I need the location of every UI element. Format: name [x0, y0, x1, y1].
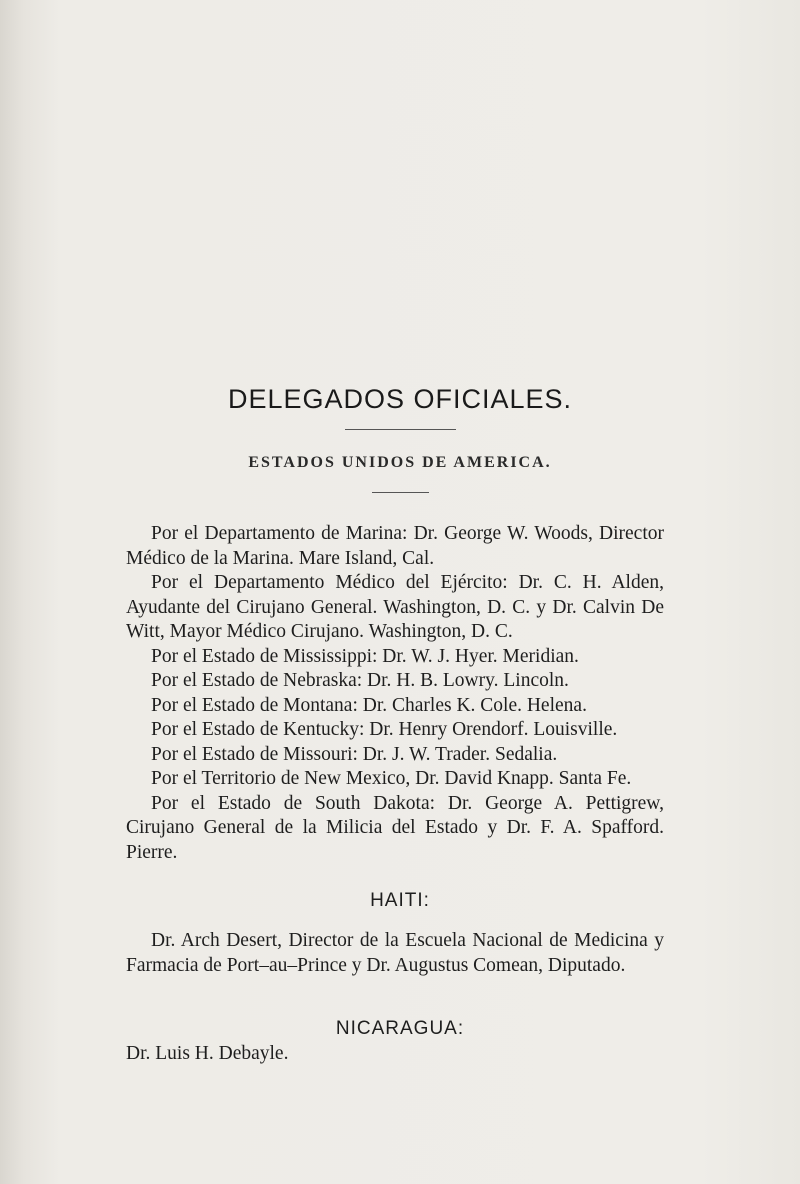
nicaragua-heading: NICARAGUA: — [335, 1018, 465, 1039]
delegate-paragraph: Por el Departamento Médico del Ejército: Dr. C. H. Alden, Ayudante del Cirujano General. Washington, D. C. y Dr. Calvin De Witt, Mayor Médico Cirujano. Washington, D. C. — [126, 572, 664, 642]
delegate-paragraph: Por el Estado de Kentucky: Dr. Henry Orendorf. Louisville. — [151, 719, 618, 740]
delegate-paragraph: Por el Territorio de New Mexico, Dr. David Knapp. Santa Fe. — [151, 768, 632, 789]
haiti-delegates — [126, 929, 664, 978]
delegate-paragraph: Por el Estado de Mississippi: Dr. W. J. Hyer. Meridian. — [151, 645, 579, 667]
delegate-paragraph: Por el Departamento de Marina: Dr. George W. Woods, Director Médico de la Marina. Mare Island, Cal. — [126, 523, 664, 569]
haiti-heading: HAITI: — [370, 890, 430, 911]
delegate-paragraph: Por el Estado de Nebraska: Dr. H. B. Lowry. Lincoln. — [151, 670, 569, 691]
delegate-paragraph: Dr. Arch Desert, Director de la Escuela Nacional de Medicina y Farmacia de Port–au–Prince y Dr. Augustus Comean, Diputado. — [126, 930, 664, 976]
nicaragua-delegate: Dr. Luis H. Debayle. — [126, 1043, 289, 1064]
usa-delegates-list — [126, 522, 664, 865]
delegate-paragraph: Por el Estado de Montana: Dr. Charles K. Cole. Helena. — [151, 694, 587, 716]
page-title: DELEGADOS OFICIALES. — [227, 384, 573, 414]
subtitle-divider — [372, 492, 429, 493]
section-subtitle: ESTADOS UNIDOS DE AMERICA. — [248, 454, 552, 471]
delegate-paragraph: Por el Estado de South Dakota: Dr. George A. Pettigrew, Cirujano General de la Milicia del Estado y Dr. F. A. Spafford. Pierre. — [126, 792, 664, 863]
title-divider — [345, 429, 456, 430]
delegate-paragraph: Por el Estado de Missouri: Dr. J. W. Trader. Sedalia. — [151, 743, 558, 765]
